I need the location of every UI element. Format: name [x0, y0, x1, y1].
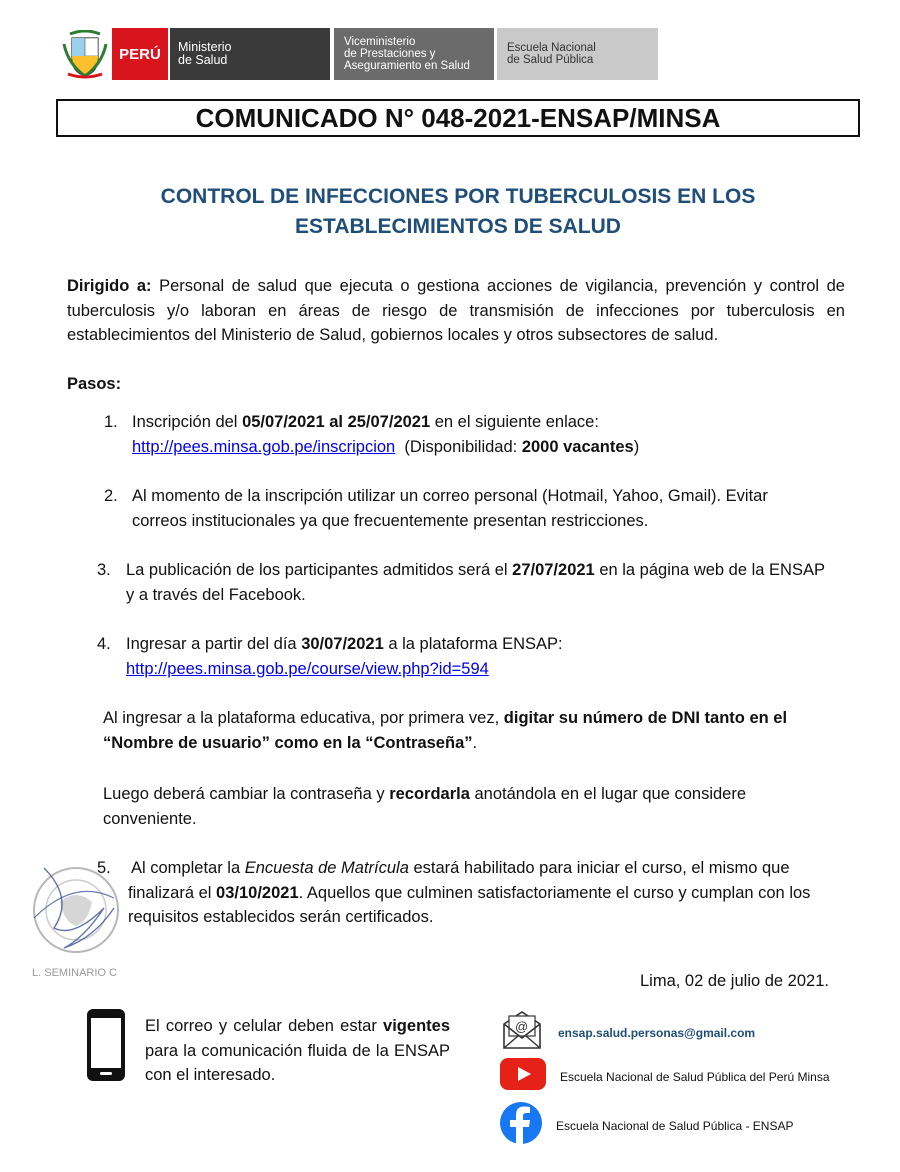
- step-5-text-c: . Aquellos que culminen satisfactoriamente el curso y cumplan con los requisitos establecidos serán certificados.: [128, 883, 811, 926]
- step-3-text-b: en la página web de la ENSAP y a través del Facebook.: [126, 561, 825, 604]
- step-2-number: 2.: [104, 487, 118, 505]
- contact-note-bold: vigentes: [383, 1017, 450, 1035]
- contact-note: [145, 1014, 450, 1088]
- step-1-vacancies: 2000 vacantes: [521, 437, 634, 456]
- email-icon: [500, 1010, 544, 1055]
- youtube-icon: [500, 1058, 546, 1095]
- email-link[interactable]: ensap.salud.personas@gmail.com: [558, 1025, 756, 1040]
- youtube-link[interactable]: Escuela Nacional de Salud Pública del Perú Minsa: [560, 1069, 830, 1084]
- facebook-link[interactable]: Escuela Nacional de Salud Pública - ENSAP: [556, 1118, 794, 1133]
- contact-note-a: El correo y celular deben estar: [145, 1017, 384, 1035]
- step-5-text-b: estará habilitado para iniciar el curso, el mismo que finalizará el: [128, 859, 790, 902]
- document-title: COMUNICADO N° 048-2021-ENSAP/MINSA: [56, 99, 860, 137]
- svg-text:@: @: [515, 1019, 529, 1034]
- note-dni-text-b: .: [472, 733, 478, 752]
- peru-label: PERÚ: [112, 28, 168, 80]
- facebook-icon: [500, 1102, 542, 1149]
- place-date: Lima, 02 de julio de 2021.: [640, 972, 829, 990]
- steps-label: [67, 372, 121, 397]
- peru-coat-of-arms-icon: [62, 30, 108, 80]
- step-5-date: 03/10/2021: [216, 883, 299, 902]
- contact-note-b: para la comunicación fluida de la ENSAP con el interesado.: [145, 1041, 450, 1084]
- step-2-text: Al momento de la inscripción utilizar un correo personal (Hotmail, Yahoo, Gmail). Evitar correos institucionales ya que frecuentemente presentan restricciones.: [132, 487, 768, 530]
- viceministry-label: Viceministerio de Prestaciones y Aseguramiento en Salud: [334, 28, 494, 80]
- step-3: [97, 558, 829, 607]
- note-dni-text-a: Al ingresar a la plataforma educativa, por primera vez,: [103, 709, 504, 727]
- addressed-text: Personal de salud que ejecuta o gestiona acciones de vigilancia, prevención y control de tuberculosis y/o laboran en áreas de riesgo de transmisión de infecciones por tuberculosis en establecimientos del Ministerio de Salud, gobiernos locales y otros subsectores de salud.: [67, 277, 845, 344]
- steps-label-text: Pasos:: [67, 375, 122, 393]
- email-contact: [500, 1010, 755, 1055]
- note-dni: [103, 706, 838, 755]
- step-4-text-a: Ingresar a partir del día: [126, 635, 302, 653]
- subtitle-line-1: CONTROL DE INFECCIONES POR TUBERCULOSIS EN LOS: [160, 185, 756, 208]
- note-password-text-b: anotándola en el lugar que considere conveniente.: [103, 785, 747, 828]
- step-5-italic: Encuesta de Matrícula: [244, 859, 409, 877]
- step-4-number: 4.: [97, 635, 111, 653]
- subtitle: [100, 182, 816, 242]
- stamp-text: L. SEMINARIO C: [32, 967, 117, 979]
- step-1-dates: 05/07/2021 al 25/07/2021: [242, 413, 431, 431]
- step-3-text-a: La publicación de los participantes admitidos será el: [126, 561, 513, 579]
- step-1: [104, 410, 844, 459]
- youtube-contact: [500, 1058, 830, 1095]
- step-5: [97, 856, 845, 930]
- addressed-label: Dirigido a:: [67, 277, 152, 295]
- inscription-link[interactable]: http://pees.minsa.gob.pe/inscripcion: [132, 437, 396, 456]
- note-dni-bold: digitar su número de DNI tanto en el “Nombre de usuario” como en la “Contraseña”: [103, 709, 788, 752]
- platform-link[interactable]: http://pees.minsa.gob.pe/course/view.php?id=594: [126, 659, 489, 678]
- facebook-contact: [500, 1102, 793, 1149]
- step-1-text-c: (Disponibilidad:: [395, 437, 522, 456]
- note-password-bold: recordarla: [389, 785, 470, 803]
- step-1-number: 1.: [104, 413, 118, 431]
- step-1-text-a: Inscripción del: [132, 413, 243, 431]
- step-4-date: 30/07/2021: [301, 635, 384, 653]
- school-label: Escuela Nacional de Salud Pública: [497, 28, 658, 80]
- mobile-phone-icon: [86, 1008, 126, 1082]
- step-4: [97, 632, 829, 681]
- step-1-text-b: en el siguiente enlace:: [430, 413, 599, 431]
- step-5-text-a: Al completar la: [131, 859, 245, 877]
- subtitle-line-2: ESTABLECIMIENTOS DE SALUD: [295, 215, 621, 238]
- step-3-number: 3.: [97, 561, 111, 579]
- note-password-text-a: Luego deberá cambiar la contraseña y: [103, 785, 390, 803]
- step-4-text-b: a la plataforma ENSAP:: [383, 635, 563, 653]
- step-5-number: 5.: [97, 859, 111, 877]
- addressed-paragraph: [67, 274, 845, 348]
- step-2: [104, 484, 826, 533]
- ministry-label: Ministerio de Salud: [170, 28, 330, 80]
- step-3-date: 27/07/2021: [512, 561, 595, 579]
- note-password: [103, 782, 803, 831]
- step-1-text-d: ): [633, 437, 640, 456]
